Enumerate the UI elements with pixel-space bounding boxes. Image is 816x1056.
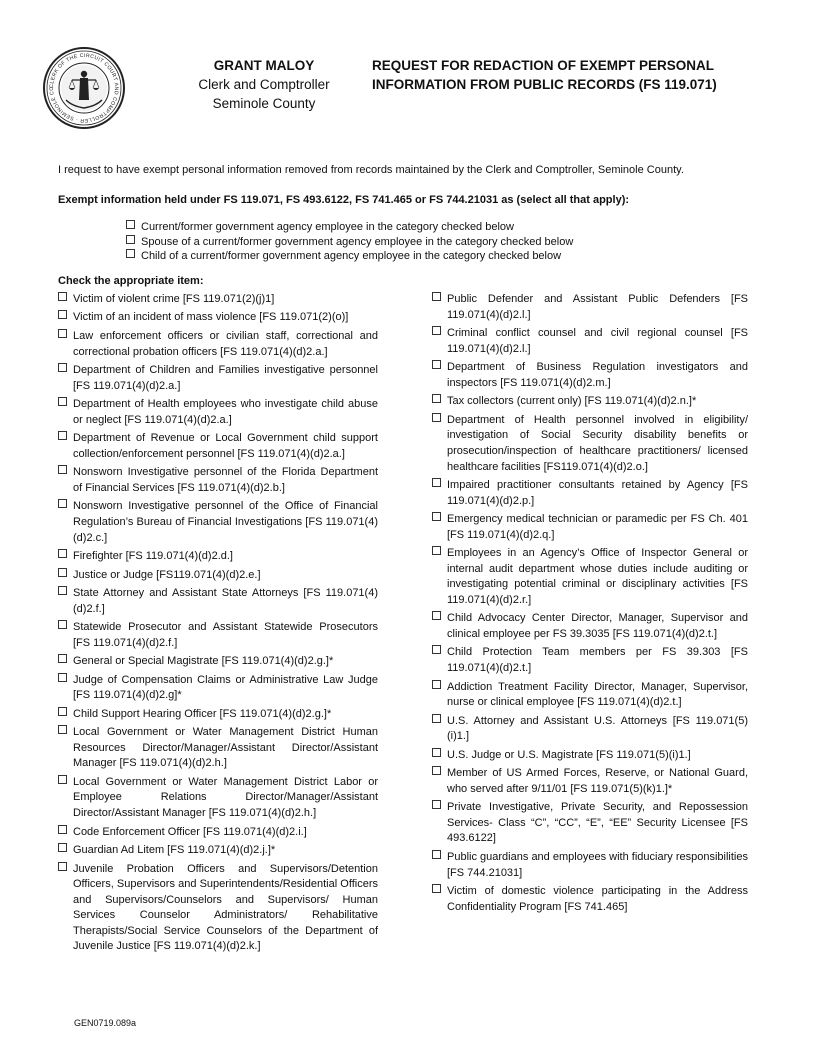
checkbox[interactable]: [432, 546, 441, 555]
category-label: Law enforcement officers or civilian staff, correctional and correctional probation officers [FS 119.071(4)(d)2.a.]: [73, 329, 378, 358]
category-item[interactable]: [432, 611, 748, 642]
category-label: Local Government or Water Management District Human Resources Director/Manager/Assistant Director/Assistant Manager [FS 119.071(4)(d)2.h.]: [73, 726, 378, 770]
category-label: Juvenile Probation Officers and Supervisors/Detention Officers, Supervisors and Superintendents/Residential Officers and Supervisors/Counselors and Supervisors/ Human Services Counselor Administrators/ Rehabilitative Therapists/Social Service Counselors of the Department of Juvenile Justice [FS 119.071(4)(d)2.k.]: [73, 862, 378, 953]
clerk-name: GRANT MALOY: [213, 58, 315, 73]
category-label: Employees in an Agency’s Office of Inspector General or internal audit department whose duties include auditing or investigating potential criminal or disciplinary activities [FS 119.071(4)(d)2.r.]: [447, 547, 748, 606]
category-item[interactable]: [432, 714, 748, 745]
form-number: GEN0719.089a: [74, 1018, 137, 1028]
checkbox[interactable]: [58, 843, 67, 852]
category-label: Justice or Judge [FS119.071(4)(d)2.e.]: [73, 568, 261, 581]
category-label: Public guardians and employees with fiduciary responsibilities [FS 744.21031]: [447, 850, 748, 879]
category-label: Department of Children and Families investigative personnel [FS 119.071(4)(d)2.a.]: [73, 364, 378, 392]
checkbox[interactable]: [432, 413, 441, 422]
checkbox[interactable]: [432, 394, 441, 403]
category-item[interactable]: [432, 800, 748, 847]
category-item[interactable]: [432, 326, 748, 357]
checkbox[interactable]: [58, 549, 67, 558]
category-item[interactable]: [58, 292, 378, 308]
category-item[interactable]: [432, 766, 748, 797]
category-label: Victim of violent crime [FS 119.071(2)(j)1]: [73, 293, 275, 305]
category-item[interactable]: [58, 568, 378, 584]
checkbox[interactable]: [58, 586, 67, 595]
intro-text: I request to have exempt personal information removed from records maintained by the Clerk and Comptroller, Seminole County.: [58, 164, 684, 176]
category-label: Tax collectors (current only) [FS 119.071(4)(d)2.n.]*: [447, 395, 697, 408]
checkbox[interactable]: [58, 673, 67, 682]
category-item[interactable]: [58, 310, 378, 326]
relation-label: Child of a current/former government agency employee in the category checked below: [141, 250, 562, 263]
form-title-line1: REQUEST FOR REDACTION OF EXEMPT PERSONAL: [372, 58, 715, 73]
category-label: Department of Business Regulation investigators and inspectors [FS 119.071(4)(d)2.m.]: [447, 361, 748, 389]
checkbox[interactable]: [126, 220, 135, 229]
checkbox[interactable]: [432, 611, 441, 620]
category-item[interactable]: [58, 499, 378, 546]
checkbox[interactable]: [58, 862, 67, 871]
relation-options: [126, 220, 746, 264]
checkbox[interactable]: [432, 360, 441, 369]
checkbox[interactable]: [432, 800, 441, 809]
category-item[interactable]: [58, 363, 378, 394]
category-label: Department of Health employees who investigate child abuse or neglect [FS 119.071(4)(d)2.a.]: [73, 398, 378, 426]
relation-option[interactable]: [126, 220, 746, 235]
checkbox[interactable]: [432, 850, 441, 859]
category-item[interactable]: [432, 884, 748, 915]
category-item[interactable]: [58, 654, 378, 670]
category-label: Victim of domestic violence participating in the Address Confidentiality Program [FS 741.465]: [447, 885, 748, 913]
category-label: Member of US Armed Forces, Reserve, or National Guard, who served after 9/11/01 [FS 119.071(5)(k)1.]*: [447, 767, 748, 795]
category-label: Firefighter [FS 119.071(4)(d)2.d.]: [73, 550, 233, 563]
category-item[interactable]: [432, 748, 748, 764]
checkbox[interactable]: [58, 292, 67, 301]
category-label: Judge of Compensation Claims or Administrative Law Judge [FS 119.071(4)(d)2.g]*: [73, 673, 378, 702]
checkbox[interactable]: [432, 326, 441, 335]
category-item[interactable]: [58, 673, 378, 704]
category-item[interactable]: [58, 862, 378, 956]
category-label: General or Special Magistrate [FS 119.071(4)(d)2.g.]*: [73, 655, 334, 668]
category-label: Statewide Prosecutor and Assistant Statewide Prosecutors [FS 119.071(4)(d)2.f.]: [73, 621, 378, 649]
category-item[interactable]: [432, 478, 748, 509]
county-name: Seminole County: [212, 96, 316, 111]
category-label: Code Enforcement Officer [FS 119.071(4)(d)2.i.]: [73, 825, 307, 838]
category-item[interactable]: [432, 394, 748, 410]
checkbox[interactable]: [432, 680, 441, 689]
left-column: [58, 292, 378, 958]
category-item[interactable]: [432, 850, 748, 881]
category-label: State Attorney and Assistant State Attorneys [FS 119.071(4)(d)2.f.]: [73, 587, 378, 615]
category-label: U.S. Judge or U.S. Magistrate [FS 119.071(5)(i)1.]: [447, 748, 691, 761]
category-item[interactable]: [58, 431, 378, 462]
checkbox[interactable]: [126, 249, 135, 258]
checkbox[interactable]: [58, 310, 67, 319]
category-item[interactable]: [58, 843, 378, 859]
checkbox[interactable]: [432, 884, 441, 893]
category-item[interactable]: [58, 825, 378, 841]
category-item[interactable]: [58, 397, 378, 428]
category-item[interactable]: [432, 292, 748, 323]
checkbox[interactable]: [58, 431, 67, 440]
checkbox[interactable]: [432, 478, 441, 487]
category-item[interactable]: [432, 645, 748, 676]
category-label: Impaired practitioner consultants retained by Agency [FS 119.071(4)(d)2.p.]: [447, 478, 748, 507]
relation-label: Spouse of a current/former government agency employee in the category checked below: [141, 235, 574, 248]
category-label: Addiction Treatment Facility Director, Manager, Supervisor, nurse or clinical employee [FS 119.071(4)(d)2.t.]: [447, 680, 748, 709]
checkbox[interactable]: [432, 714, 441, 723]
form-title: [372, 56, 772, 94]
category-label: Local Government or Water Management District Labor or Employee Relations Director/Manager/Assistant Director/Assistant Manager [FS 119.071(4)(d)2.h.]: [73, 775, 378, 820]
category-item[interactable]: [432, 680, 748, 711]
checkbox[interactable]: [58, 568, 67, 577]
category-item[interactable]: [432, 360, 748, 391]
category-label: Nonsworn Investigative personnel of the Office of Financial Regulation’s Bureau of Financial Investigations [FS 119.071(4)(d)2.c.]: [73, 500, 378, 544]
check-heading: Check the appropriate item:: [58, 275, 204, 287]
checkbox[interactable]: [58, 620, 67, 629]
category-item[interactable]: [58, 329, 378, 360]
category-item[interactable]: [58, 707, 378, 723]
relation-option[interactable]: [126, 249, 746, 264]
checkbox[interactable]: [58, 499, 67, 508]
relation-option[interactable]: [126, 235, 746, 250]
category-label: Emergency medical technician or paramedic per FS Ch. 401 [FS 119.071(4)(d)2.q.]: [447, 513, 748, 541]
exempt-heading: Exempt information held under FS 119.071, FS 493.6122, FS 741.465 or FS 744.21031 as (select all that apply):: [58, 194, 630, 206]
category-item[interactable]: [58, 725, 378, 772]
relation-label: Current/former government agency employee in the category checked below: [141, 221, 514, 233]
checkbox[interactable]: [432, 645, 441, 654]
clerk-block: [178, 56, 350, 113]
right-column: [432, 292, 748, 918]
checkbox[interactable]: [432, 292, 441, 301]
category-label: Private Investigative, Private Security, and Repossession Services- Class “C”, “CC”, “E”, “EE” Security Licensee [FS 493.6122]: [447, 801, 748, 845]
checkbox[interactable]: [432, 748, 441, 757]
category-label: Department of Health personnel involved in eligibility/ investigation of Social Security disability benefits or prosecution/inspection of healthcare practitioners/ licensed healthcare facilities [FS119.071(4)(d)2.o.]: [447, 413, 748, 473]
checkbox[interactable]: [58, 363, 67, 372]
category-item[interactable]: [58, 775, 378, 822]
form-title-line2: INFORMATION FROM PUBLIC RECORDS (FS 119.071): [372, 77, 717, 92]
category-label: Child Advocacy Center Director, Manager, Supervisor and clinical employee per FS 39.3035 [FS 119.071(4)(d)2.t.]: [447, 612, 748, 640]
county-seal: [42, 46, 126, 130]
category-label: Nonsworn Investigative personnel of the Florida Department of Financial Services [FS 119.071(4)(d)2.b.]: [73, 466, 378, 494]
category-label: Department of Revenue or Local Government child support collection/enforcement personnel [FS 119.071(4)(d)2.a.]: [73, 432, 378, 460]
checkbox[interactable]: [58, 654, 67, 663]
category-label: Guardian Ad Litem [FS 119.071(4)(d)2.j.]*: [73, 844, 276, 857]
category-label: Victim of an incident of mass violence [FS 119.071(2)(o)]: [73, 311, 349, 324]
category-item[interactable]: [432, 546, 748, 608]
category-label: Child Support Hearing Officer [FS 119.071(4)(d)2.g.]*: [73, 707, 332, 720]
clerk-title: Clerk and Comptroller: [198, 77, 330, 92]
category-label: Child Protection Team members per FS 39.303 [FS 119.071(4)(d)2.t.]: [447, 646, 748, 675]
category-item[interactable]: [58, 465, 378, 496]
category-item[interactable]: [432, 512, 748, 543]
category-item[interactable]: [58, 549, 378, 565]
checkbox[interactable]: [58, 329, 67, 338]
category-item[interactable]: [58, 620, 378, 651]
category-label: U.S. Attorney and Assistant U.S. Attorneys [FS 119.071(5)(i)1.]: [447, 714, 748, 743]
checkbox[interactable]: [58, 465, 67, 474]
checkbox[interactable]: [58, 397, 67, 406]
checkbox[interactable]: [432, 766, 441, 775]
category-label: Public Defender and Assistant Public Defenders [FS 119.071(4)(d)2.l.]: [447, 293, 748, 321]
checkbox[interactable]: [58, 707, 67, 716]
category-item[interactable]: [432, 413, 748, 475]
checkbox[interactable]: [432, 512, 441, 521]
checkbox[interactable]: [58, 825, 67, 834]
checkbox[interactable]: [58, 775, 67, 784]
category-label: Criminal conflict counsel and civil regional counsel [FS 119.071(4)(d)2.l.]: [447, 327, 748, 355]
category-item[interactable]: [58, 586, 378, 617]
checkbox[interactable]: [126, 235, 135, 244]
checkbox[interactable]: [58, 725, 67, 734]
svg-text:CLERK OF THE CIRCUIT COURT AND: CLERK OF THE CIRCUIT COURT AND COMPTROLLER · SEMINOLE CO: [48, 52, 120, 124]
